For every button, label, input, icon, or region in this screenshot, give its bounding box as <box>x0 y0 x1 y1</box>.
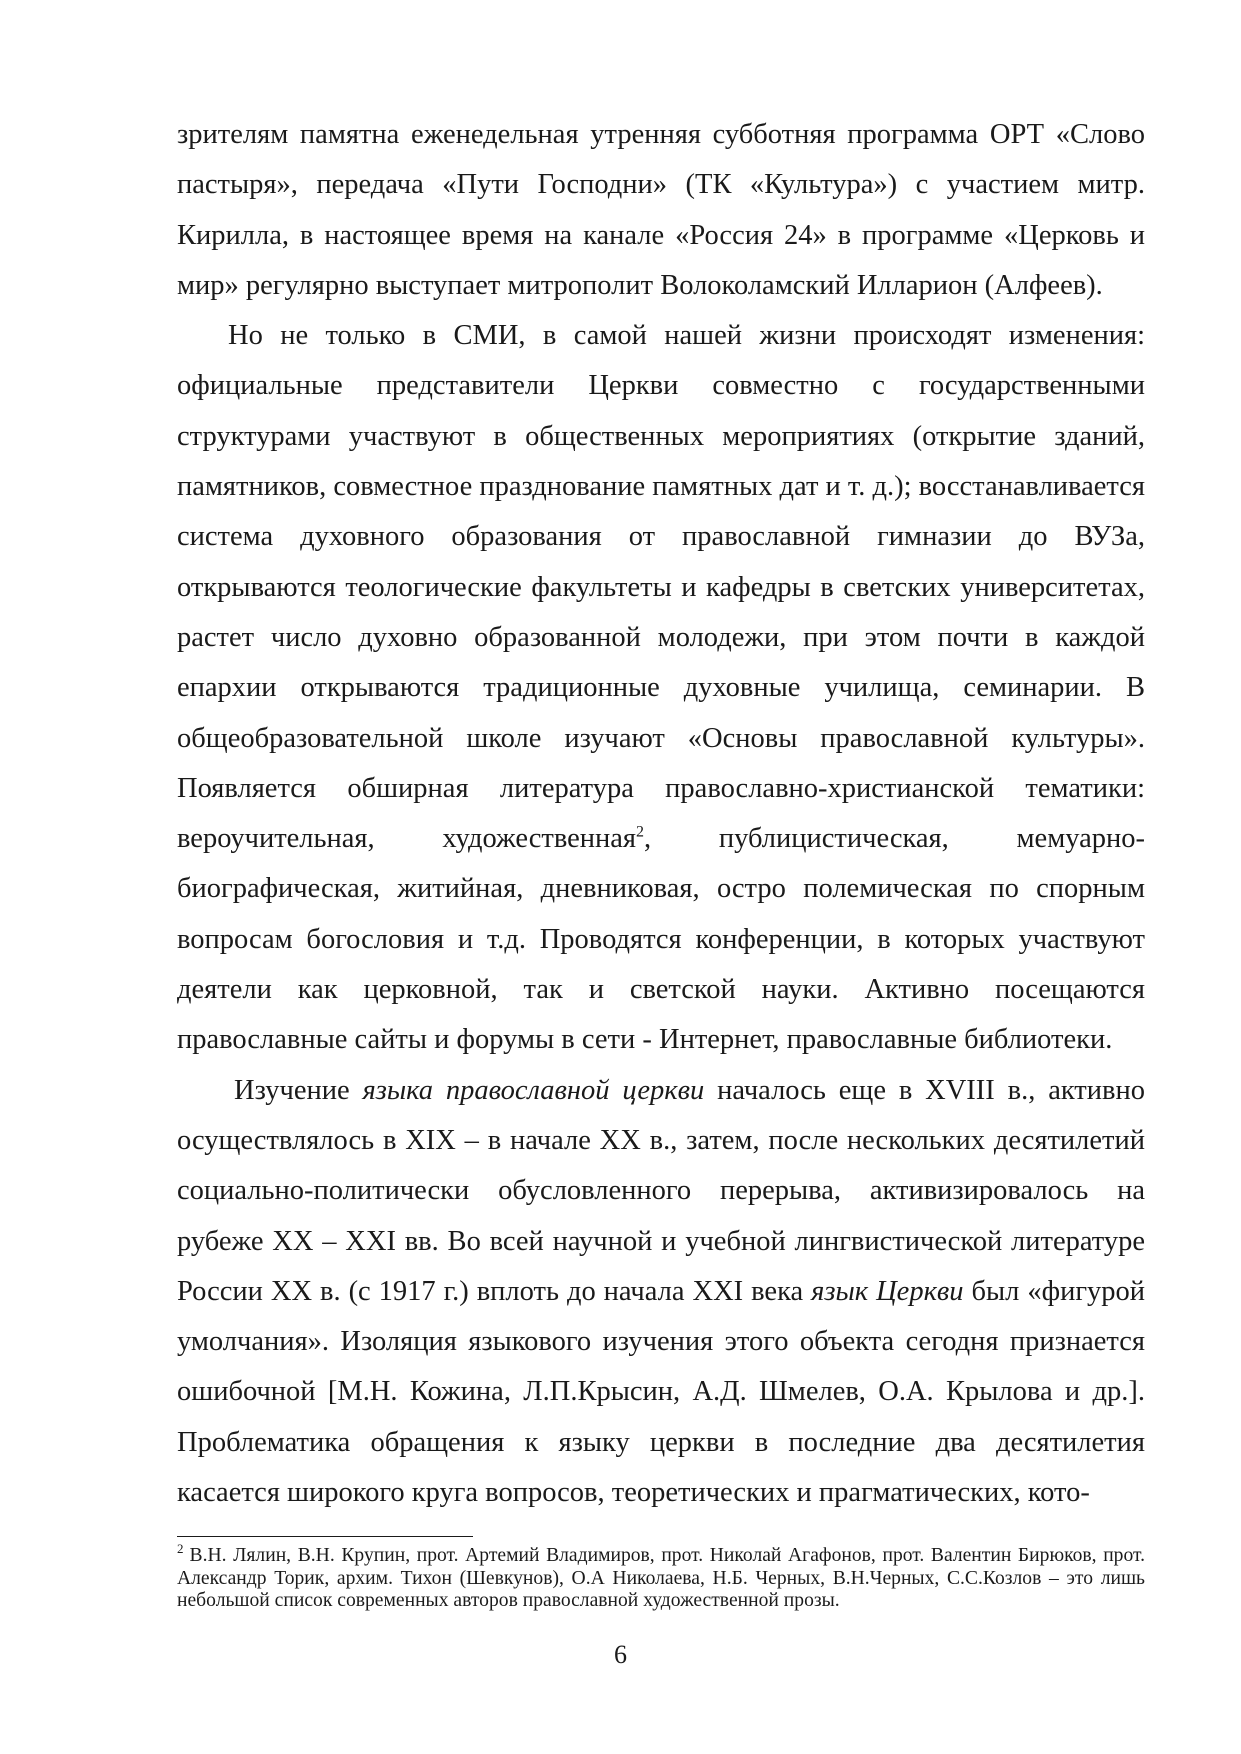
paragraph-2-text-start: Но не только в СМИ, в самой нашей жизни происходят изменения: официальные представители Церкви совместно с государственными структурами участвуют в общественных мероприятиях (открытие зданий, памятников, совместное празднование памятных дат и т. д.); восстанавливается система духовного образования от православной гимназии до ВУЗа, открываются теологические факультеты и кафедры в светских университетах, растет число духовно образованной молодежи, при этом почти в каждой епархии открываются традиционные духовные училища, семинарии. В общеобразовательной школе изучают «Основы православной культуры». Появляется обширная литература православно-христианской тематики: вероучительная, художественная <box>177 320 1145 855</box>
paragraph-3-italic-term-2: язык Церкви <box>811 1275 964 1307</box>
paragraph-3-italic-term-1: языка православной церкви <box>362 1074 705 1106</box>
main-text <box>177 110 1145 1518</box>
footnote-separator <box>177 1536 473 1537</box>
paragraph-3-text-c: был «фигурой умолчания». Изоляция языкового изучения этого объекта сегодня признается ошибочной [М.Н. Кожина, Л.П.Крысин, А.Д. Шмелев, О.А. Крылова и др.]. Проблематика обращения к языку церкви в последние два десятилетия касается широкого круга вопросов, теоретических и прагматических, кото- <box>177 1275 1146 1509</box>
paragraph-3-text-a: Изучение <box>234 1074 363 1106</box>
footnote-reference: 2 <box>636 823 645 841</box>
paragraph-3-text-b: началось еще в XVIII в., активно осуществлялось в XIX – в начале XX в., затем, после нескольких десятилетий социально-политически обусловленного перерыва, активизировалось на рубеже XX – XXI вв. Во всей научной и учебной лингвистической литературе России XX в. (с 1917 г.) вплоть до начала XXI века <box>177 1074 1145 1307</box>
paragraph-2-text-end: , публицистическая, мемуарно-биографическая, житийная, дневниковая, остро полемическая по спорным вопросам богословия и т.д. Проводятся конференции, в которых участвуют деятели как церковной, так и светской науки. Активно посещаются православные сайты и форумы в сети - Интернет, православные библиотеки. <box>177 823 1145 1056</box>
page-number: 6 <box>614 1640 627 1669</box>
paragraph-1-text: зрителям памятна еженедельная утренняя субботняя программа ОРТ «Слово пастыря», передача «Пути Господни» (ТК «Культура») с участием митр. Кирилла, в настоящее время на канале «Россия 24» в программе «Церковь и мир» регулярно выступает митрополит Волоколамский Илларион (Алфеев). <box>177 119 1145 301</box>
footnote-marker: 2 <box>177 1541 184 1557</box>
paragraph-1 <box>177 110 1145 311</box>
paragraph-3 <box>177 1066 1145 1519</box>
footnote-text: В.Н. Лялин, В.Н. Крупин, прот. Артемий Владимиров, прот. Николай Агафонов, прот. Валентин Бирюков, прот. Александр Торик, архим. Тихон (Шевкунов), О.А Николаева, Н.Б. Черных, В.Н.Черных, С.С.Козлов – это лишь небольшой список современных авторов православной художественной прозы. <box>177 1545 1145 1611</box>
paragraph-2 <box>177 311 1145 1065</box>
footnote <box>177 1541 1145 1613</box>
